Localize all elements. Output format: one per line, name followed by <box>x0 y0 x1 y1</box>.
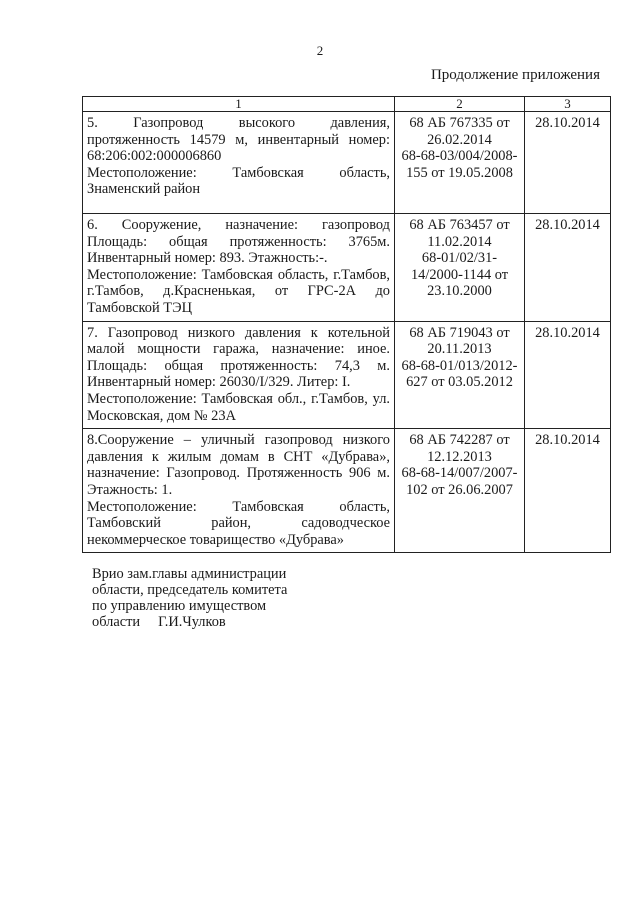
object-description: 6. Сооружение, назначение: газопровод Площадь: общая протяженность: 3765м. Инвентарный номер: 893. Этажность:-. Местоположение: Тамбовская область, г.Тамбов, г.Тамбов, д.Красненькая, от ГРС-2А до Тамбовской ТЭЦ <box>83 214 395 322</box>
signature-block <box>92 566 287 630</box>
page-number: 2 <box>316 43 324 58</box>
signature-line: области, председатель комитета <box>92 582 288 598</box>
registration-record: 68 АБ 742287 от 12.12.2013 68-68-14/007/2007-102 от 26.06.2007 <box>395 429 525 553</box>
signature-signer: области Г.И.Чулков <box>92 614 226 630</box>
object-description: 5. Газопровод высокого давления, протяженность 14579 м, инвентарный номер: 68:206:002:000006860 Местоположение: Тамбовская область, Знаменский район <box>83 112 395 214</box>
registration-record: 68 АБ 763457 от 11.02.2014 68-01/02/31-14/2000-1144 от 23.10.2000 <box>395 214 525 322</box>
column-header-2: 2 <box>395 97 525 112</box>
record-date: 28.10.2014 <box>525 214 611 322</box>
continuation-heading: Продолжение приложения <box>430 67 600 83</box>
record-date: 28.10.2014 <box>525 429 611 553</box>
registration-record: 68 АБ 767335 от 26.02.2014 68-68-03/004/2008-155 от 19.05.2008 <box>395 112 525 214</box>
registry-table <box>82 96 611 553</box>
table-header-row <box>83 97 611 112</box>
signature-line: по управлению имуществом <box>92 598 267 614</box>
object-description: 8.Сооружение – уличный газопровод низкого давления к жилым домам в СНТ «Дубрава», назначение: Газопровод. Протяженность 906 м. Этажность: 1. Местоположение: Тамбовская область, Тамбовский район, садоводческое некоммерческое товарищество «Дубрава» <box>83 429 395 553</box>
table-row <box>83 214 611 322</box>
signature-line: Врио зам.главы администрации <box>92 566 287 582</box>
object-description: 7. Газопровод низкого давления к котельной малой мощности гаража, назначение: иное. Площадь: общая протяженность: 74,3 м. Инвентарный номер: 26030/I/329. Литер: I. Местоположение: Тамбовская обл., г.Тамбов, ул. Московская, дом № 23А <box>83 321 395 429</box>
table-row <box>83 112 611 214</box>
table-row <box>83 429 611 553</box>
table-row <box>83 321 611 429</box>
record-date: 28.10.2014 <box>525 112 611 214</box>
column-header-3: 3 <box>525 97 611 112</box>
column-header-1: 1 <box>83 97 395 112</box>
registration-record: 68 АБ 719043 от 20.11.2013 68-68-01/013/2012-627 от 03.05.2012 <box>395 321 525 429</box>
record-date: 28.10.2014 <box>525 321 611 429</box>
